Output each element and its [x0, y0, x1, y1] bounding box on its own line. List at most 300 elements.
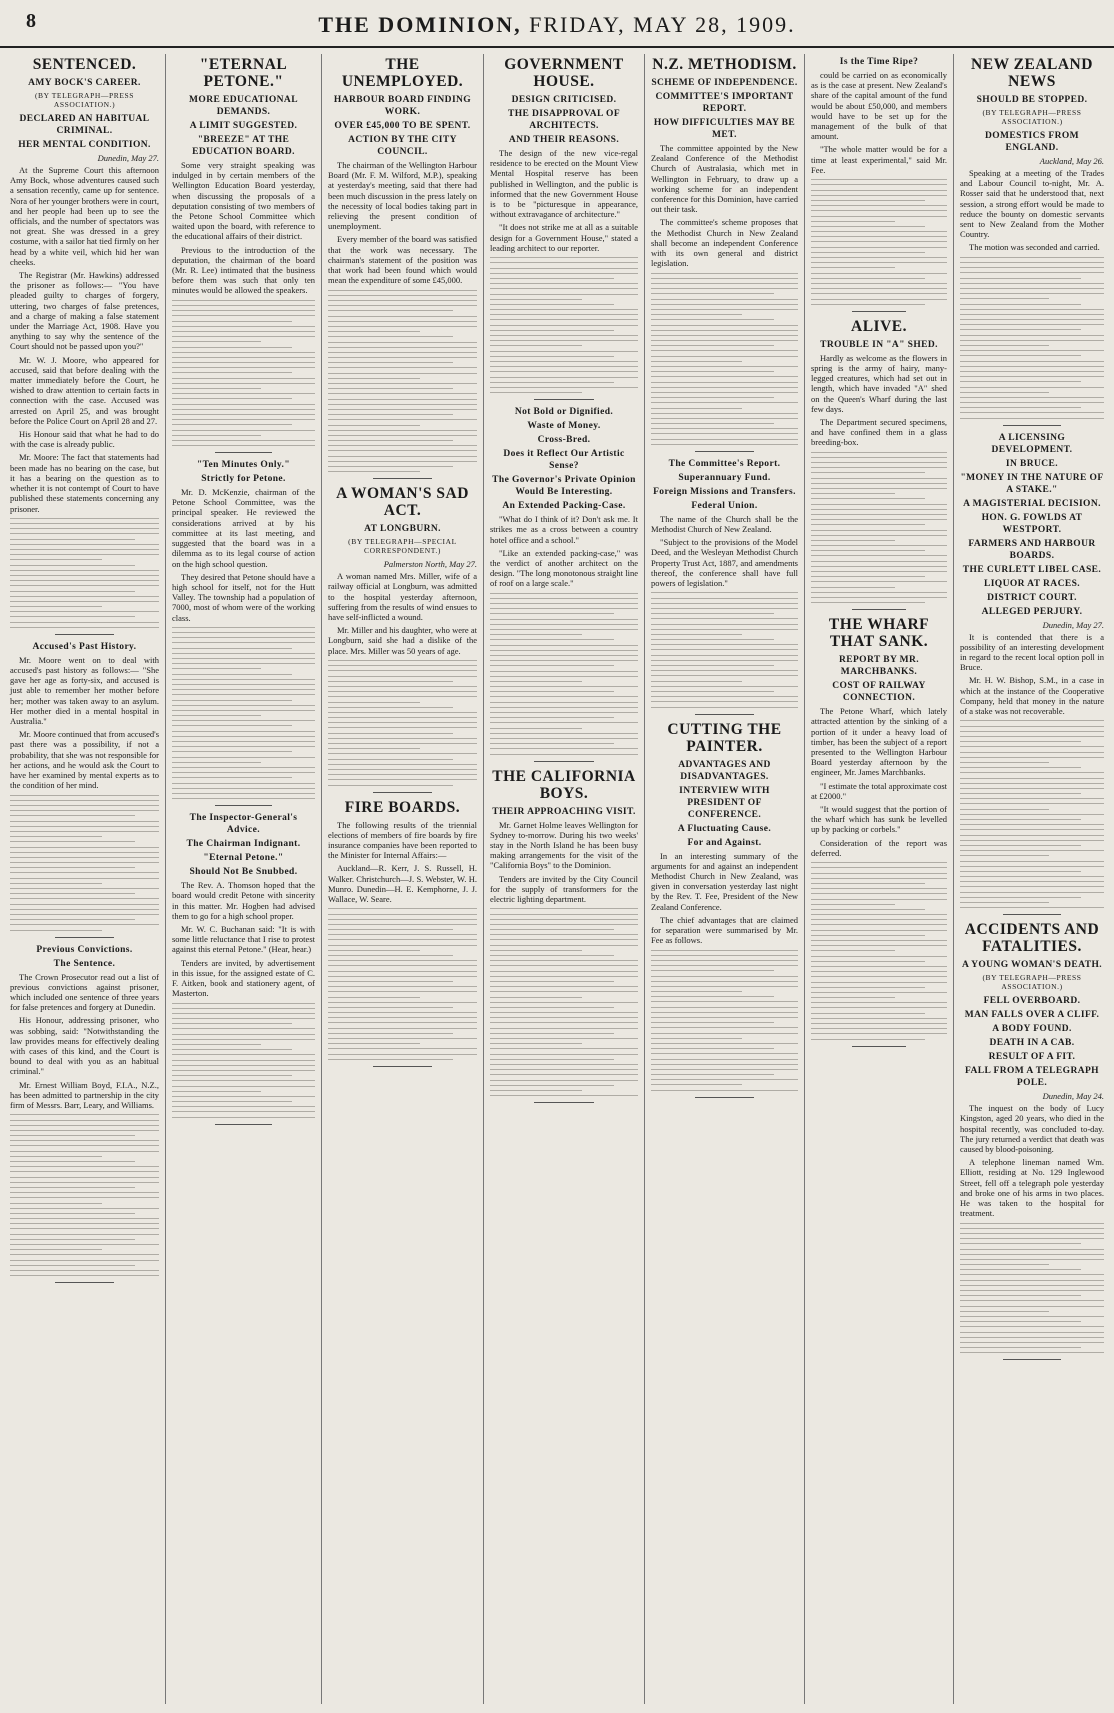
- text-line: [490, 717, 614, 718]
- text-line: [960, 376, 1104, 377]
- text-line: [328, 290, 477, 291]
- text-line: [490, 273, 638, 274]
- text-line: [651, 603, 798, 604]
- text-line: [10, 606, 102, 607]
- column-1: [4, 54, 166, 1704]
- text-line: [10, 847, 159, 848]
- text-line: [172, 1070, 315, 1071]
- text-line: [651, 976, 798, 977]
- text-line: [328, 1043, 420, 1044]
- paragraph: The design of the new vice-regal residence to be erected on the Mount View Mental Hospital reserve has been published in Wellington, and the public is informed that the new Government House is to be "picturesque in appearance, without extravagance of architecture.": [490, 148, 638, 220]
- text-line: [490, 268, 638, 269]
- text-line: [960, 845, 1081, 846]
- text-line: [328, 950, 420, 951]
- text-line: [172, 736, 315, 737]
- text-line: [172, 430, 315, 431]
- text-line: [328, 435, 477, 436]
- text-line: [490, 748, 638, 749]
- text-line: [960, 1295, 1081, 1296]
- text-line: [651, 304, 798, 305]
- column-4: [484, 54, 645, 1704]
- text-line: [490, 1022, 638, 1023]
- paragraph: The chairman of the Wellington Harbour Board (Mr. F. M. Wilford, M.P.), speaking at yesterday's meeting, said that there had been much discussion in the press lately on the necessity of local bodies taking part in relieving the present condition of unemployment.: [328, 160, 477, 232]
- text-line: [651, 309, 798, 310]
- text-line: [172, 388, 261, 389]
- text-line: [172, 700, 292, 701]
- text-line: [490, 1095, 638, 1096]
- subheading: FELL OVERBOARD.: [983, 996, 1081, 1007]
- text-line: [811, 184, 947, 185]
- column-5: [645, 54, 805, 1704]
- text-line: [490, 1080, 638, 1081]
- subheading: The Governor's Private Opinion Would Be Interesting.: [492, 475, 636, 498]
- text-line: [960, 324, 1104, 325]
- text-line: [172, 1096, 315, 1097]
- text-line: [960, 866, 1104, 867]
- text-line: [490, 655, 638, 656]
- text-line: [172, 788, 315, 789]
- text-line: [172, 1018, 315, 1019]
- text-line: [10, 1151, 159, 1152]
- text-line: [490, 351, 638, 352]
- text-line: [490, 1048, 638, 1049]
- text-line: [960, 293, 1104, 294]
- text-line: [811, 236, 947, 237]
- text-line: [960, 897, 1081, 898]
- text-line: [960, 1285, 1104, 1286]
- article-headline: ACCIDENTS AND FATALITIES.: [964, 921, 1100, 956]
- text-line: [811, 519, 947, 520]
- article: [811, 318, 947, 610]
- text-line: [172, 720, 315, 721]
- text-line: [651, 1090, 798, 1091]
- text-line: [960, 762, 1049, 763]
- article-divider: [215, 805, 272, 806]
- text-line: [10, 883, 102, 884]
- text-line: [811, 1002, 947, 1003]
- text-line: [960, 819, 1081, 820]
- article-headline: SENTENCED.: [32, 56, 137, 73]
- text-line: [651, 1053, 798, 1054]
- text-line: [960, 824, 1104, 825]
- text-line: [10, 1197, 159, 1198]
- text-line: [490, 325, 638, 326]
- article: [811, 616, 947, 1046]
- subheading: COST OF RAILWAY CONNECTION.: [832, 681, 926, 704]
- text-line: [960, 840, 1104, 841]
- subheading: "MONEY IN THE NATURE OF A STAKE.": [960, 472, 1104, 495]
- subheading: The Committee's Report.: [668, 458, 781, 469]
- article-headline: FIRE BOARDS.: [344, 798, 461, 816]
- text-line: [960, 892, 1104, 893]
- subheading: DEATH IN A CAB.: [989, 1038, 1075, 1049]
- text-line: [328, 1007, 453, 1008]
- text-line: [811, 940, 947, 941]
- body-text-lines: [328, 290, 477, 473]
- article-divider: [695, 451, 754, 452]
- article-divider: [215, 452, 272, 453]
- subheading: Is the Time Ripe?: [839, 57, 919, 67]
- text-line: [960, 1274, 1104, 1275]
- subheading: Waste of Money.: [527, 421, 601, 432]
- text-line: [651, 408, 742, 409]
- text-line: [960, 809, 1049, 810]
- text-line: [651, 1074, 774, 1075]
- body-text-lines: [10, 1114, 159, 1276]
- text-line: [651, 618, 798, 619]
- text-line: [328, 914, 477, 915]
- article-divider: [852, 1046, 906, 1047]
- text-line: [960, 778, 1104, 779]
- text-line: [172, 1054, 315, 1055]
- text-line: [10, 826, 159, 827]
- text-line: [960, 298, 1049, 299]
- article: [960, 432, 1104, 916]
- text-line: [811, 862, 947, 863]
- text-line: [10, 1223, 159, 1224]
- text-line: [960, 1352, 1104, 1353]
- subheading: ACTION BY THE CITY COUNCIL.: [348, 135, 457, 157]
- text-line: [651, 1043, 798, 1044]
- text-line: [172, 710, 315, 711]
- text-line: [172, 1023, 292, 1024]
- text-line: [811, 904, 895, 905]
- text-line: [172, 762, 261, 763]
- text-line: [960, 1321, 1081, 1322]
- text-line: [172, 798, 315, 799]
- article: [651, 56, 798, 452]
- paragraph: The committee appointed by the New Zealand Conference of the Methodist Church of Australasia, which met in Wellington in February, to draw up a working scheme for an independent conference for this Dominion, have carried out their task.: [651, 143, 798, 215]
- text-line: [172, 715, 261, 716]
- text-line: [651, 402, 798, 403]
- paragraph: Mr. H. W. Bishop, S.M., in a case in which at the instance of the Cooperative Company, held that money in the nature of a stake was not recoverable.: [960, 675, 1104, 717]
- text-line: [172, 684, 315, 685]
- text-line: [172, 777, 292, 778]
- paragraph: Tenders are invited, by advertisement in this issue, for the assigned estate of C. F. Aitken, book and stationery agent, of Masterton.: [172, 957, 315, 999]
- text-line: [10, 1187, 135, 1188]
- text-line: [811, 179, 947, 180]
- text-line: [960, 803, 1104, 804]
- text-line: [651, 371, 774, 372]
- text-line: [811, 961, 925, 962]
- paragraph: At the Supreme Court this afternoon Amy Bock, whose adventures caused such a sensation recently, came up for sentence. Nora of her younger brothers were in court, and her people had been up to see the officials, and the number of spectators was not great. She was dressed in a grey costume, with a sailor hat tied firmly on her head by a white veil, which hid her wan cheeks.: [10, 165, 159, 267]
- article-divider: [852, 609, 906, 610]
- text-line: [10, 821, 159, 822]
- text-line: [172, 637, 315, 638]
- text-line: [490, 997, 582, 998]
- text-line: [811, 930, 947, 931]
- subheading: RESULT OF A FIT.: [988, 1052, 1076, 1063]
- text-line: [10, 1265, 135, 1266]
- column-3: [322, 54, 484, 1704]
- subheading: "Eternal Petone.": [203, 853, 284, 864]
- text-line: [960, 304, 1081, 305]
- text-line: [651, 350, 798, 351]
- text-line: [651, 675, 798, 676]
- text-line: [10, 831, 159, 832]
- text-line: [172, 663, 315, 664]
- text-line: [811, 956, 947, 957]
- text-line: [960, 835, 1104, 836]
- text-line: [490, 309, 638, 310]
- text-line: [651, 707, 798, 708]
- text-line: [811, 1013, 925, 1014]
- text-line: [811, 566, 947, 567]
- text-line: [10, 1161, 135, 1162]
- text-line: [328, 945, 477, 946]
- text-line: [811, 535, 947, 536]
- article-divider: [55, 937, 115, 938]
- body-text-lines: [172, 627, 315, 799]
- text-line: [811, 216, 947, 217]
- subheading: Superannuary Fund.: [678, 472, 771, 483]
- paragraph: A telephone lineman named Wm. Elliott, residing at No. 129 Inglewood Street, fell off a telegraph pole yesterday and broke one of his arms in two places. He was taken to the hospital for treatment.: [960, 1157, 1104, 1219]
- text-line: [490, 330, 614, 331]
- text-line: [651, 634, 742, 635]
- text-line: [811, 205, 947, 206]
- text-line: [490, 934, 638, 935]
- subheading: Not Bold or Dignified.: [514, 407, 614, 418]
- text-line: [10, 924, 159, 925]
- subheading: THE DISAPPROVAL OF ARCHITECTS.: [507, 109, 621, 131]
- text-line: [651, 970, 774, 971]
- text-line: [651, 1079, 798, 1080]
- text-line: [811, 509, 947, 510]
- text-line: [490, 603, 638, 604]
- article: [490, 406, 638, 761]
- text-line: [172, 435, 261, 436]
- text-line: [960, 767, 1081, 768]
- text-line: [10, 1218, 159, 1219]
- text-line: [811, 873, 947, 874]
- text-line: [960, 350, 1104, 351]
- text-line: [811, 498, 925, 499]
- text-line: [328, 430, 477, 431]
- paragraph: The chief advantages that are claimed for separation were summarised by Mr. Fee as follows.: [651, 914, 798, 946]
- text-line: [960, 1233, 1104, 1234]
- text-line: [811, 945, 947, 946]
- text-line: [651, 639, 774, 640]
- subheading: INTERVIEW WITH PRESIDENT OF CONFERENCE.: [679, 785, 770, 820]
- text-line: [10, 919, 135, 920]
- text-line: [172, 1044, 261, 1045]
- text-line: [960, 731, 1104, 732]
- text-line: [811, 550, 925, 551]
- text-line: [328, 425, 420, 426]
- article-divider: [55, 1282, 115, 1283]
- text-line: [490, 319, 638, 320]
- text-line: [651, 299, 798, 300]
- paragraph: The name of the Church shall be the Methodist Church of New Zealand.: [651, 513, 798, 535]
- text-line: [811, 987, 925, 988]
- text-line: [10, 1166, 159, 1167]
- text-line: [960, 272, 1104, 273]
- text-line: [172, 1013, 315, 1014]
- text-line: [328, 362, 453, 363]
- text-line: [490, 1017, 638, 1018]
- text-line: [811, 561, 947, 562]
- text-line: [490, 733, 638, 734]
- text-line: [172, 367, 315, 368]
- text-line: [172, 725, 292, 726]
- text-line: [328, 908, 477, 909]
- text-line: [960, 319, 1104, 320]
- text-line: [811, 909, 925, 910]
- article: [490, 768, 638, 1104]
- text-line: [651, 345, 774, 346]
- text-line: [172, 419, 315, 420]
- text-line: [811, 241, 947, 242]
- text-line: [651, 428, 798, 429]
- text-line: [490, 634, 582, 635]
- text-line: [960, 314, 1104, 315]
- text-line: [811, 899, 947, 900]
- text-line: [10, 1234, 159, 1235]
- text-line: [811, 1018, 947, 1019]
- text-line: [10, 616, 135, 617]
- text-line: [960, 741, 1081, 742]
- text-line: [811, 200, 925, 201]
- text-line: [960, 1290, 1104, 1291]
- text-line: [10, 1145, 159, 1146]
- text-line: [172, 1065, 315, 1066]
- article-divider: [55, 634, 115, 635]
- text-line: [811, 278, 925, 279]
- text-line: [490, 707, 638, 708]
- text-line: [172, 1008, 315, 1009]
- paragraph: It is contended that there is a possibility of an interesting development in regard to the recent local option poll in Bruce.: [960, 631, 1104, 673]
- text-line: [490, 650, 638, 651]
- text-line: [651, 1059, 798, 1060]
- text-line: [328, 295, 477, 296]
- subheading: DISTRICT COURT.: [987, 592, 1077, 603]
- text-line: [960, 881, 1104, 882]
- text-line: [811, 976, 947, 977]
- text-line: [651, 330, 798, 331]
- subheading: HON. G. FOWLDS AT WESTPORT.: [981, 512, 1083, 535]
- text-line: [811, 210, 947, 211]
- text-line: [10, 800, 159, 801]
- article: [10, 641, 159, 938]
- text-line: [10, 909, 159, 910]
- paragraph: "What do I think of it? Don't ask me. It strikes me as a cross between a country hotel office and a school.": [490, 514, 638, 545]
- text-line: [960, 288, 1104, 289]
- article-divider: [1003, 1359, 1061, 1360]
- body-text-lines: [960, 720, 1104, 908]
- text-line: [328, 971, 477, 972]
- text-line: [172, 409, 315, 410]
- text-line: [172, 679, 315, 680]
- article: [328, 56, 477, 479]
- paragraph: Mr. W. C. Buchanan said: "It is with some little reluctance that I rise to protest against this eternal Petone." (Hear, hear.): [172, 923, 315, 955]
- text-line: [172, 372, 292, 373]
- body-text-lines: [811, 179, 947, 305]
- text-line: [651, 598, 798, 599]
- text-line: [960, 402, 1104, 403]
- text-line: [172, 689, 315, 690]
- text-line: [328, 316, 477, 317]
- text-line: [811, 571, 947, 572]
- article-divider: [534, 761, 593, 762]
- subheading: Federal Union.: [691, 500, 758, 511]
- text-line: [490, 283, 638, 284]
- text-line: [328, 1017, 477, 1018]
- text-line: [651, 366, 798, 367]
- text-line: [172, 648, 292, 649]
- text-line: [651, 624, 798, 625]
- article: [811, 56, 947, 312]
- text-line: [328, 471, 420, 472]
- text-line: [490, 738, 638, 739]
- text-line: [651, 319, 774, 320]
- text-line: [172, 362, 315, 363]
- text-line: [328, 753, 477, 754]
- text-line: [651, 397, 774, 398]
- text-line: [172, 331, 315, 332]
- text-line: [10, 570, 159, 571]
- text-line: [490, 340, 638, 341]
- text-line: [811, 262, 947, 263]
- subheading: THE CURLETT LIBEL CASE.: [962, 564, 1102, 575]
- text-line: [172, 1080, 315, 1081]
- article-headline: N.Z. METHODISM.: [652, 56, 797, 73]
- text-line: [328, 712, 477, 713]
- body-text-lines: [651, 592, 798, 707]
- text-line: [490, 960, 638, 961]
- text-line: [651, 444, 798, 445]
- text-line: [960, 257, 1104, 258]
- text-line: [328, 326, 477, 327]
- text-line: [10, 852, 159, 853]
- text-line: [811, 488, 947, 489]
- text-line: [651, 629, 798, 630]
- text-line: [10, 857, 159, 858]
- text-line: [960, 871, 1081, 872]
- text-line: [960, 798, 1104, 799]
- text-line: [490, 1059, 614, 1060]
- text-line: [811, 914, 947, 915]
- text-line: [811, 893, 947, 894]
- body-text-lines: [960, 257, 1104, 419]
- text-line: [651, 686, 798, 687]
- text-line: [651, 681, 742, 682]
- text-line: [328, 764, 477, 765]
- text-line: [811, 997, 895, 998]
- text-line: [10, 1130, 159, 1131]
- text-line: [10, 591, 135, 592]
- text-line: [960, 1259, 1104, 1260]
- text-line: [960, 726, 1104, 727]
- text-line: [328, 774, 477, 775]
- text-line: [10, 841, 135, 842]
- text-line: [811, 257, 947, 258]
- article-headline: ALIVE.: [851, 317, 907, 335]
- text-line: [811, 524, 925, 525]
- text-line: [10, 554, 159, 555]
- text-line: [490, 304, 614, 305]
- text-line: [651, 361, 742, 362]
- subheading: Accused's Past History.: [32, 641, 137, 652]
- text-line: [328, 352, 477, 353]
- text-line: [328, 440, 453, 441]
- text-line: [10, 930, 102, 931]
- text-line: [10, 893, 135, 894]
- article-divider: [534, 1102, 593, 1103]
- text-line: [490, 639, 614, 640]
- text-line: [490, 1002, 638, 1003]
- text-line: [811, 935, 925, 936]
- text-line: [811, 971, 947, 972]
